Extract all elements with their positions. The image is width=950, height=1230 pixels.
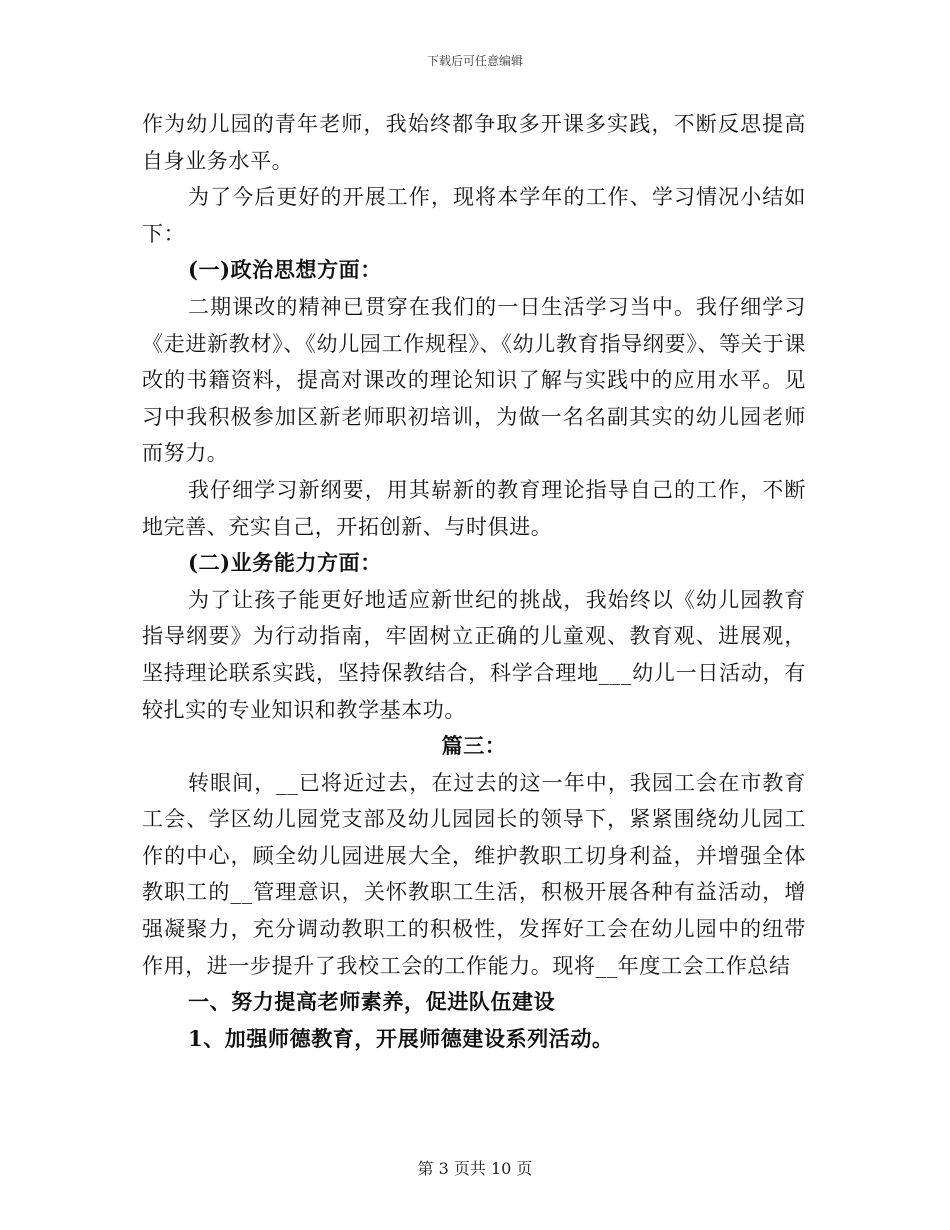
paragraph-union: 转眼间，__已将近过去，在过去的这一年中，我园工会在市教育工会、学区幼儿园党支部及幼儿园园长的领导下，紧紧围绕幼儿园工作的中心，顾全幼儿园进展大全，维护教职工切身利益，并增强全体教职工的__管理意识，关怀教职工生活，积极开展各种有益活动，增强凝聚力，充分调动教职工的积极性，发挥好工会在幼儿园中的纽带作用，进一步提升了我校工会的工作能力。现将__年度工会工作总结 [142, 770, 806, 978]
section-heading-ability: (二)业务能力方面： [188, 550, 382, 576]
paragraph-summary: 为了今后更好的开展工作，现将本学年的工作、学习情况小结如下： [142, 185, 806, 246]
paragraph-intro: 作为幼儿园的青年老师，我始终都争取多开课多实践，不断反思提高自身业务水平。 [142, 112, 806, 173]
subsection-heading-ethics: 1、加强师德教育，开展师德建设系列活动。 [188, 1025, 614, 1051]
page-number: 第 3 页共 10 页 [417, 1159, 533, 1178]
paragraph-politics-1: 二期课改的精神已贯穿在我们的一日生活学习当中。我仔细学习《走进新教材》、《幼儿园工作规程》、《幼儿教育指导纲要》、等关于课改的书籍资料，提高对课改的理论知识了解与实践中的应用水平。见习中我积极参加区新老师职初培训，为做一名名副其实的幼儿园老师而努力。 [142, 294, 806, 466]
paragraph-ability: 为了让孩子能更好地适应新世纪的挑战，我始终以《幼儿园教育指导纲要》为行动指南，牢固树立正确的儿童观、教育观、进展观，坚持理论联系实践，坚持保教结合，科学合理地___幼儿一日活动，有较扎实的专业知识和教学基本功。 [142, 587, 806, 722]
page-header: 下载后可任意编辑 [426, 54, 523, 68]
chapter-heading: 篇三： [441, 733, 507, 759]
document-body [142, 106, 806, 1057]
paragraph-politics-2: 我仔细学习新纲要，用其崭新的教育理论指导自己的工作，不断地完善、充实自己，开拓创新、与时俱进。 [142, 477, 806, 539]
section-heading-politics: (一)政治思想方面： [188, 257, 382, 283]
section-heading-teachers: 一、努力提高老师素养，促进队伍建设 [188, 989, 556, 1015]
